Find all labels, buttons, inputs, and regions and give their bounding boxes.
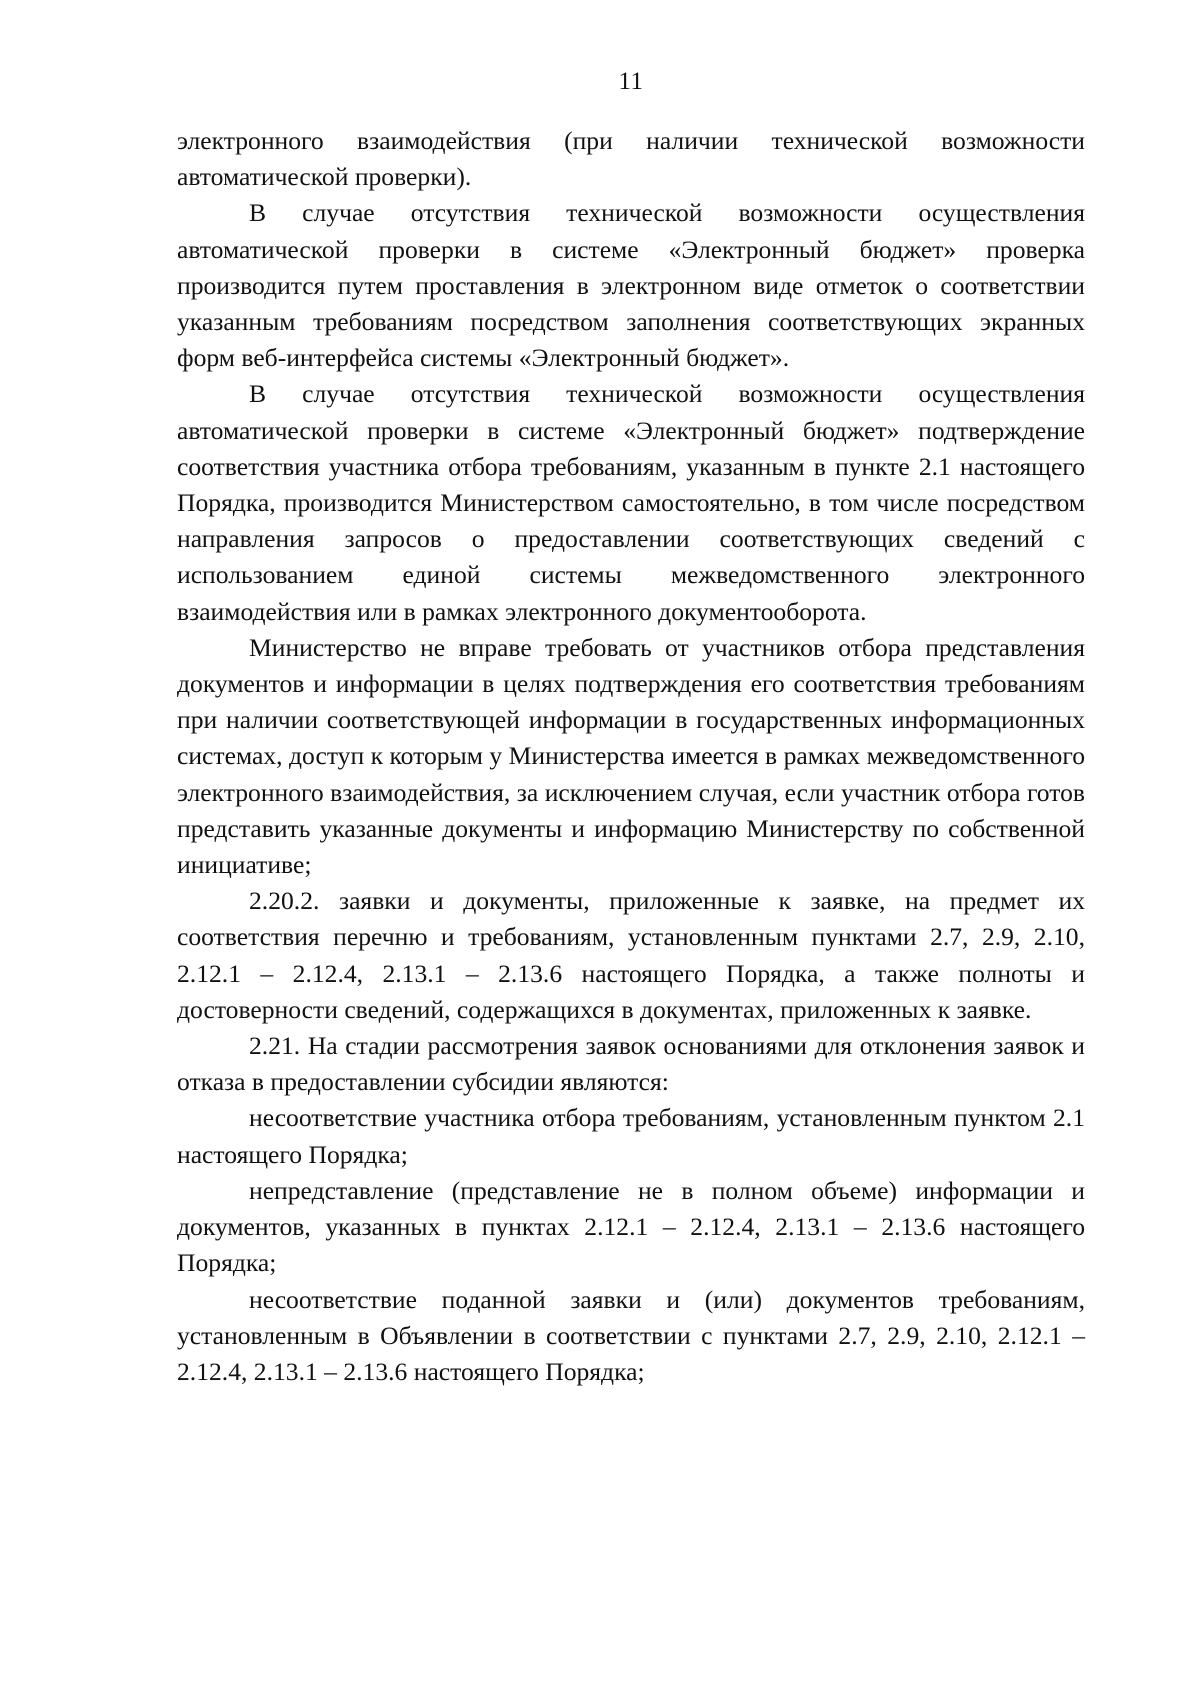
paragraph: В случае отсутствия технической возможности осуществления автоматической проверки в системе «Электронный бюджет» проверка производится путем проставления в электронном виде отметок о соответствии указанным требованиям посредством заполнения соответствующих экранных форм веб-интерфейса системы «Электронный бюджет». [177,198,1085,373]
page-number: 11 [618,68,644,95]
paragraph-continuation: электронного взаимодействия (при наличии технической возможности автоматической проверки). [177,126,1085,192]
paragraph: Министерство не вправе требовать от участников отбора представления документов и информации в целях подтверждения его соответствия требованиям при наличии соответствующей информации в государственных информационных системах, доступ к которым у Министерства имеется в рамках межведомственного электронного взаимодействия, за исключением случая, если участник отбора готов представить указанные документы и информацию Министерству по собственной инициативе; [177,632,1085,880]
list-item: непредставление (представление не в полном объеме) информации и документов, указанных в пунктах 2.12.1 – 2.12.4, 2.13.1 – 2.13.6 настоящего Порядка; [177,1175,1085,1278]
list-item: несоответствие участника отбора требованиям, установленным пунктом 2.1 настоящего Порядка; [177,1103,1085,1169]
list-item: несоответствие поданной заявки и (или) документов требованиям, установленным в Объявлении в соответствии с пунктами 2.7, 2.9, 2.10, 2.12.1 – 2.12.4, 2.13.1 – 2.13.6 настоящего Порядка; [177,1284,1085,1386]
clause-2-21: 2.21. На стадии рассмотрения заявок основаниями для отклонения заявок и отказа в предоставлении субсидии являются: [177,1031,1085,1097]
document-body [177,123,1085,1390]
clause-2-20-2: 2.20.2. заявки и документы, приложенные к заявке, на предмет их соответствия перечню и требованиям, установленным пунктами 2.7, 2.9, 2.10, 2.12.1 – 2.12.4, 2.13.1 – 2.13.6 настоящего Порядка, а также полноты и достоверности сведений, содержащихся в документах, приложенных к заявке. [177,886,1085,1024]
paragraph: В случае отсутствия технической возможности осуществления автоматической проверки в системе «Электронный бюджет» подтверждение соответствия участника отбора требованиям, указанным в пункте 2.1 настоящего Порядка, производится Министерством самостоятельно, в том числе посредством направления запросов о предоставлении соответствующих сведений с использованием единой системы межведомственного электронного взаимодействия или в рамках электронного документооборота. [177,379,1085,626]
